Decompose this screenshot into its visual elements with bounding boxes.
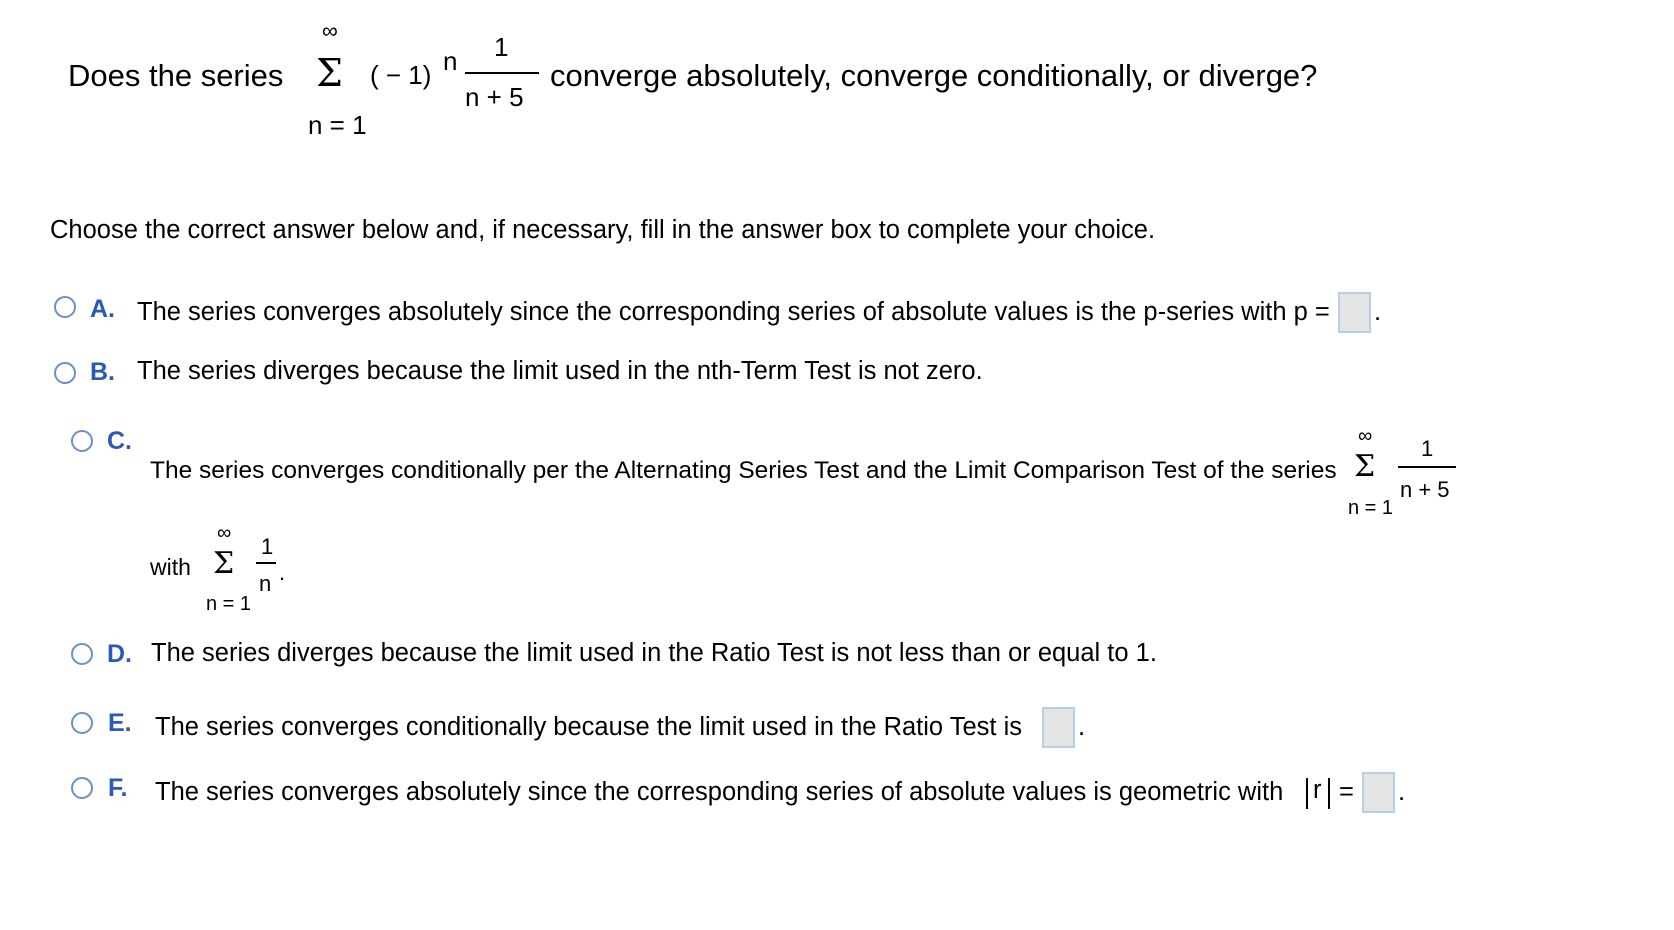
option-c-radio[interactable] bbox=[71, 430, 93, 452]
sum-lower: n = 1 bbox=[308, 110, 367, 140]
fraction-numerator: 1 bbox=[494, 32, 509, 62]
option-f-answer-box[interactable] bbox=[1362, 772, 1395, 813]
option-f-equals: = bbox=[1339, 778, 1354, 806]
series-two-numerator: 1 bbox=[261, 534, 274, 559]
series-two-lower: n = 1 bbox=[206, 593, 252, 615]
option-b-letter: B. bbox=[90, 358, 115, 386]
series-two-denominator: n bbox=[259, 571, 272, 596]
option-a-answer-box[interactable] bbox=[1338, 292, 1371, 333]
series-two-upper: ∞ bbox=[217, 522, 232, 544]
option-f-radio[interactable] bbox=[71, 777, 93, 799]
series-one-numerator: 1 bbox=[1421, 436, 1434, 461]
option-f-r: r bbox=[1313, 776, 1322, 804]
option-f-letter: F. bbox=[108, 774, 128, 802]
option-c-letter: C. bbox=[107, 427, 132, 455]
option-b-radio[interactable] bbox=[54, 362, 76, 384]
series-two-symbol: Σ bbox=[213, 546, 235, 581]
option-a-radio[interactable] bbox=[54, 296, 76, 318]
series-one-symbol: Σ bbox=[1354, 449, 1376, 484]
option-e-letter: E. bbox=[108, 709, 132, 737]
option-a-period: . bbox=[1374, 298, 1382, 326]
abs-bar-left bbox=[1306, 778, 1308, 809]
option-f-period: . bbox=[1398, 778, 1406, 806]
series-two-period: . bbox=[279, 560, 286, 585]
fraction-bar bbox=[465, 72, 539, 74]
series-one-fraction-bar bbox=[1398, 466, 1456, 468]
option-e-period: . bbox=[1078, 713, 1086, 741]
option-d-letter: D. bbox=[107, 640, 132, 668]
sum-symbol: Σ bbox=[316, 51, 343, 95]
option-c-with: with bbox=[150, 554, 191, 580]
option-e-answer-box[interactable] bbox=[1042, 707, 1075, 748]
abs-bar-right bbox=[1328, 778, 1330, 809]
series-one-upper: ∞ bbox=[1358, 425, 1373, 447]
option-d-radio[interactable] bbox=[71, 643, 93, 665]
option-e-text: The series converges conditionally because the limit used in the Ratio Test is bbox=[155, 713, 1022, 741]
series-two-fraction-bar bbox=[256, 562, 276, 564]
option-b-text: The series diverges because the limit used in the nth-Term Test is not zero. bbox=[137, 357, 983, 385]
option-a-letter: A. bbox=[90, 295, 115, 323]
term-sign: ( − 1) bbox=[370, 60, 432, 90]
series-one-denominator: n + 5 bbox=[1400, 477, 1450, 502]
sum-upper: ∞ bbox=[322, 18, 338, 43]
question-prefix: Does the series bbox=[68, 58, 284, 93]
option-c-text: The series converges conditionally per the Alternating Series Test and the Limit Comparison Test of the series bbox=[150, 457, 1337, 484]
question-suffix: converge absolutely, converge conditionally, or diverge? bbox=[550, 58, 1318, 93]
fraction-denominator: n + 5 bbox=[465, 82, 524, 112]
option-e-radio[interactable] bbox=[71, 712, 93, 734]
series-one-lower: n = 1 bbox=[1348, 497, 1394, 519]
option-d-text: The series diverges because the limit used in the Ratio Test is not less than or equal to 1. bbox=[151, 639, 1157, 667]
option-a-text: The series converges absolutely since the corresponding series of absolute values is the p-series with p = bbox=[137, 298, 1330, 326]
instruction-text: Choose the correct answer below and, if necessary, fill in the answer box to complete your choice. bbox=[50, 216, 1156, 244]
option-f-text: The series converges absolutely since the corresponding series of absolute values is geometric with bbox=[155, 778, 1284, 806]
term-exponent: n bbox=[443, 46, 458, 76]
